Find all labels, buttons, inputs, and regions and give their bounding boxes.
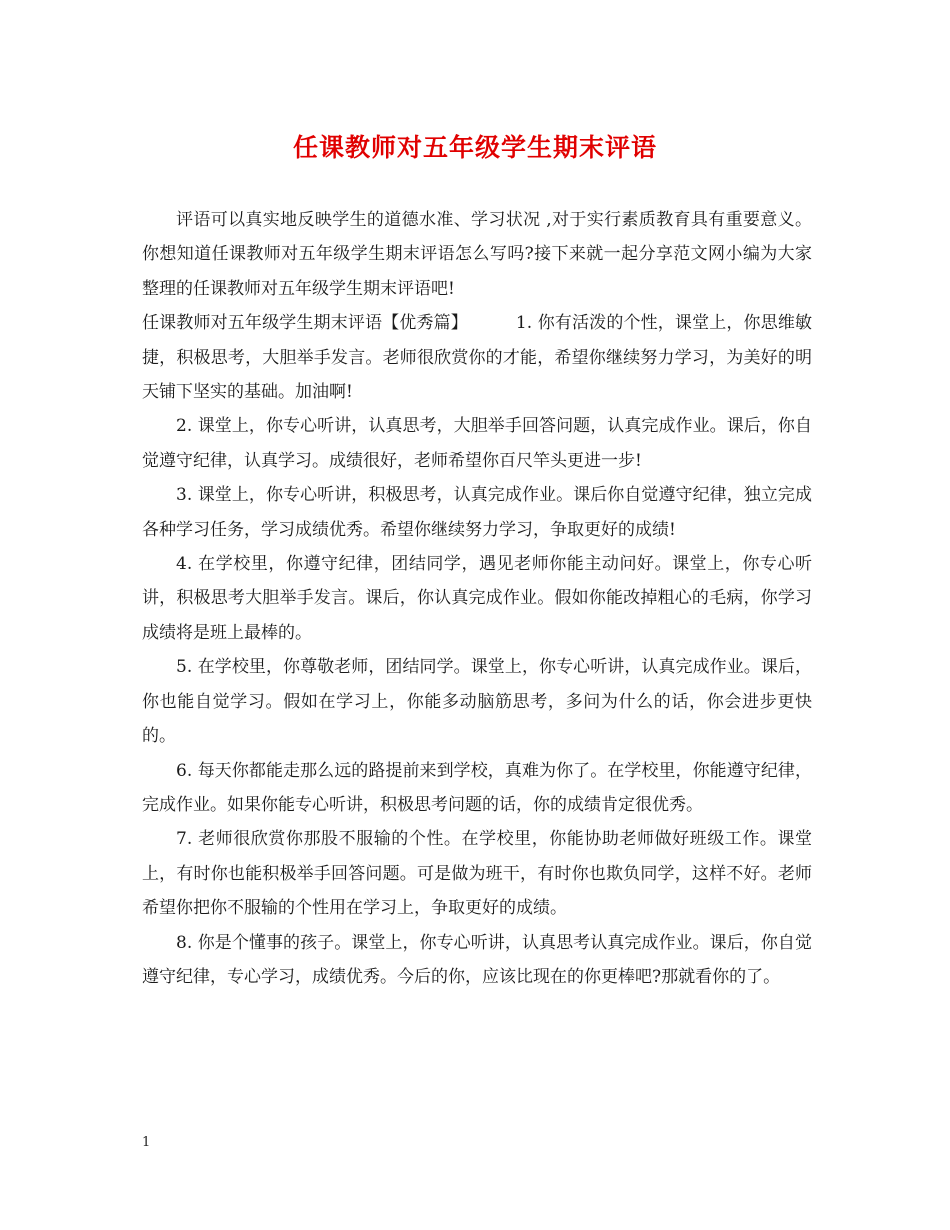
comment-item: 1. 你有活泼的个性，课堂上，你思维敏捷，积极思考，大胆举手发言。老师很欣赏你的才能，希望你继续努力学习，为美好的明天铺下坚实的基础。加油啊! (142, 313, 813, 403)
section-heading: 任课教师对五年级学生期末评语【优秀篇】 (142, 313, 468, 334)
page-title: 任课教师对五年级学生期末评语 (292, 133, 657, 162)
comment-item: 7. 老师很欣赏你那股不服输的个性。在学校里，你能协助老师做好班级工作。课堂上，有时你也能积极举手回答问题。可是做为班干，有时你也欺负同学，这样不好。老师希望你把你不服输的个性用在学习上，争取更好的成绩。 (142, 829, 812, 919)
section-paragraph (142, 306, 812, 409)
comment-item: 3. 课堂上，你专心听讲，积极思考，认真完成作业。课后你自觉遵守纪律，独立完成各种学习任务，学习成绩优秀。希望你继续努力学习，争取更好的成绩! (142, 485, 812, 540)
comment-item: 6. 每天你都能走那么远的路提前来到学校，真难为你了。在学校里，你能遵守纪律，完成作业。如果你能专心听讲，积极思考问题的话，你的成绩肯定很优秀。 (142, 760, 812, 815)
page-number: 1 (142, 1135, 151, 1150)
comment-item: 2. 课堂上，你专心听讲，认真思考，大胆举手回答问题，认真完成作业。课后，你自觉遵守纪律，认真学习。成绩很好，老师希望你百尺竿头更进一步! (142, 416, 812, 471)
comment-item: 4. 在学校里，你遵守纪律，团结同学，遇见老师你能主动问好。课堂上，你专心听讲，积极思考大胆举手发言。课后，你认真完成作业。假如你能改掉粗心的毛病，你学习成绩将是班上最棒的。 (142, 554, 812, 643)
intro-paragraph: 评语可以真实地反映学生的道德水准、学习状况 ,对于实行素质教育具有重要意义。你想知道任课教师对五年级学生期末评语怎么写吗?接下来就一起分享范文网小编为大家整理的任课教师对五年级学生期末评语吧! (142, 210, 812, 299)
document-body (142, 203, 812, 994)
comment-item: 5. 在学校里，你尊敬老师，团结同学。课堂上，你专心听讲，认真完成作业。课后，你也能自觉学习。假如在学习上，你能多动脑筋思考，多问为什么的话，你会进步更快的。 (142, 657, 812, 747)
comment-item: 8. 你是个懂事的孩子。课堂上，你专心听讲，认真思考认真完成作业。课后，你自觉遵守纪律，专心学习，成绩优秀。今后的你，应该比现在的你更棒吧?那就看你的了。 (142, 932, 812, 987)
